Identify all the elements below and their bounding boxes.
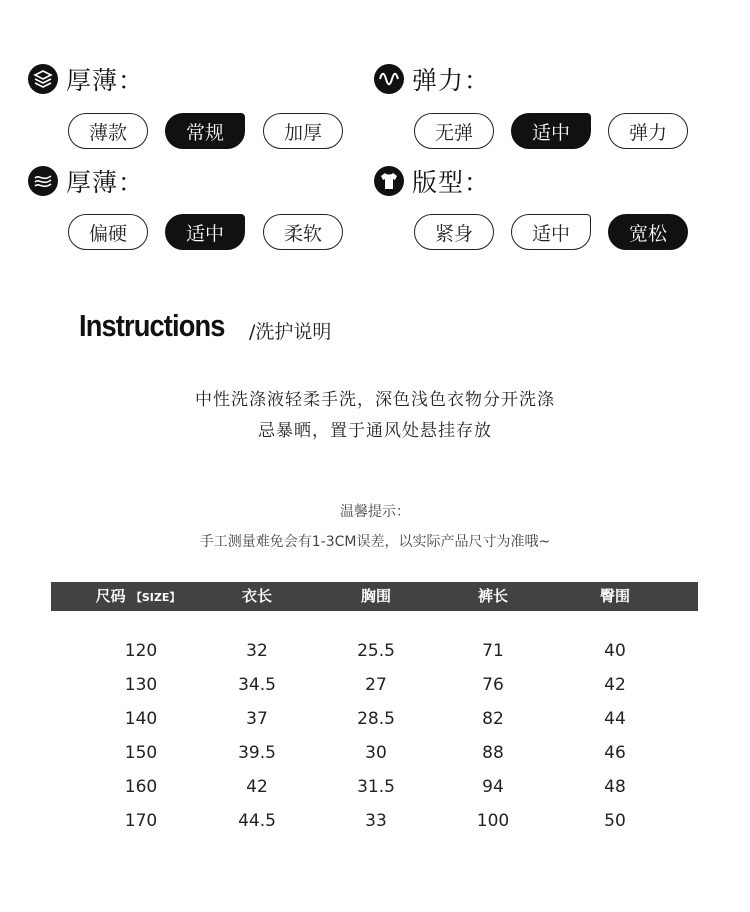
option-no-stretch[interactable]: 无弹	[414, 113, 494, 149]
attribute-title: 厚薄：	[66, 168, 145, 197]
table-row	[0, 704, 750, 734]
table-row	[0, 772, 750, 802]
cell-length: 44.5	[238, 811, 276, 831]
cell-chest: 31.5	[357, 777, 395, 797]
option-thick[interactable]: 加厚	[263, 113, 343, 149]
cell-length: 34.5	[238, 675, 276, 695]
table-row	[0, 670, 750, 700]
attribute-title: 弹力：	[412, 66, 491, 95]
attribute-title: 厚薄：	[66, 66, 145, 95]
option-slim[interactable]: 紧身	[414, 214, 494, 250]
cell-pants-length: 100	[476, 811, 510, 831]
cell-hip: 48	[604, 777, 626, 797]
layers-icon	[28, 64, 58, 94]
size-table-header	[51, 582, 698, 611]
option-stretch[interactable]: 弹力	[608, 113, 688, 149]
cell-pants-length: 71	[482, 641, 504, 661]
header-pants-length: 裤长	[477, 587, 509, 605]
header-hip: 臀围	[599, 587, 631, 605]
cell-chest: 25.5	[357, 641, 395, 661]
header-length: 衣长	[241, 587, 273, 605]
cell-chest: 33	[365, 811, 387, 831]
care-line-2: 忌暴晒，置于通风处悬挂存放	[258, 421, 492, 441]
cell-pants-length: 82	[482, 709, 504, 729]
cell-length: 37	[246, 709, 268, 729]
tip-label: 温馨提示：	[340, 504, 410, 520]
cell-hip: 50	[604, 811, 626, 831]
option-medium-stretch-selected[interactable]: 适中	[511, 113, 591, 149]
cell-hip: 46	[604, 743, 626, 763]
cell-length: 32	[246, 641, 268, 661]
cell-size: 140	[124, 709, 158, 729]
instructions-subtitle: /洗护说明	[249, 321, 332, 343]
cell-chest: 30	[365, 743, 387, 763]
cell-size: 150	[124, 743, 158, 763]
attribute-elasticity-header	[374, 61, 490, 97]
table-row	[0, 636, 750, 666]
cell-length: 42	[246, 777, 268, 797]
header-chest: 胸围	[360, 587, 392, 605]
tip-text: 手工测量难免会有1-3CM误差，以实际产品尺寸为准哦~	[199, 534, 551, 550]
cell-pants-length: 76	[482, 675, 504, 695]
cell-hip: 44	[604, 709, 626, 729]
attribute-thickness-header	[28, 61, 144, 97]
option-regular-selected[interactable]: 常规	[165, 113, 245, 149]
option-regular-fit[interactable]: 适中	[511, 214, 591, 250]
cell-chest: 27	[365, 675, 387, 695]
cell-hip: 42	[604, 675, 626, 695]
attribute-title: 版型：	[412, 168, 491, 197]
cell-size: 160	[124, 777, 158, 797]
option-loose-selected[interactable]: 宽松	[608, 214, 688, 250]
attribute-fit-header	[374, 163, 490, 199]
cell-pants-length: 94	[482, 777, 504, 797]
option-thin[interactable]: 薄款	[68, 113, 148, 149]
header-size-cell: 尺码 【SIZE】	[95, 587, 181, 605]
option-soft[interactable]: 柔软	[263, 214, 343, 250]
cell-size: 120	[124, 641, 158, 661]
cell-pants-length: 88	[482, 743, 504, 763]
attribute-softness-header	[28, 163, 144, 199]
cell-chest: 28.5	[357, 709, 395, 729]
table-row	[0, 738, 750, 768]
cell-hip: 40	[604, 641, 626, 661]
care-line-1: 中性洗涤液轻柔手洗，深色浅色衣物分开洗涤	[195, 390, 555, 410]
cell-size: 130	[124, 675, 158, 695]
cell-length: 39.5	[238, 743, 276, 763]
instructions-title: Instructions	[79, 308, 225, 343]
option-medium-soft-selected[interactable]: 适中	[165, 214, 245, 250]
fabric-icon	[28, 166, 58, 196]
wave-icon	[374, 64, 404, 94]
table-row	[0, 806, 750, 836]
option-stiff[interactable]: 偏硬	[68, 214, 148, 250]
cell-size: 170	[124, 811, 158, 831]
tshirt-icon	[374, 166, 404, 196]
